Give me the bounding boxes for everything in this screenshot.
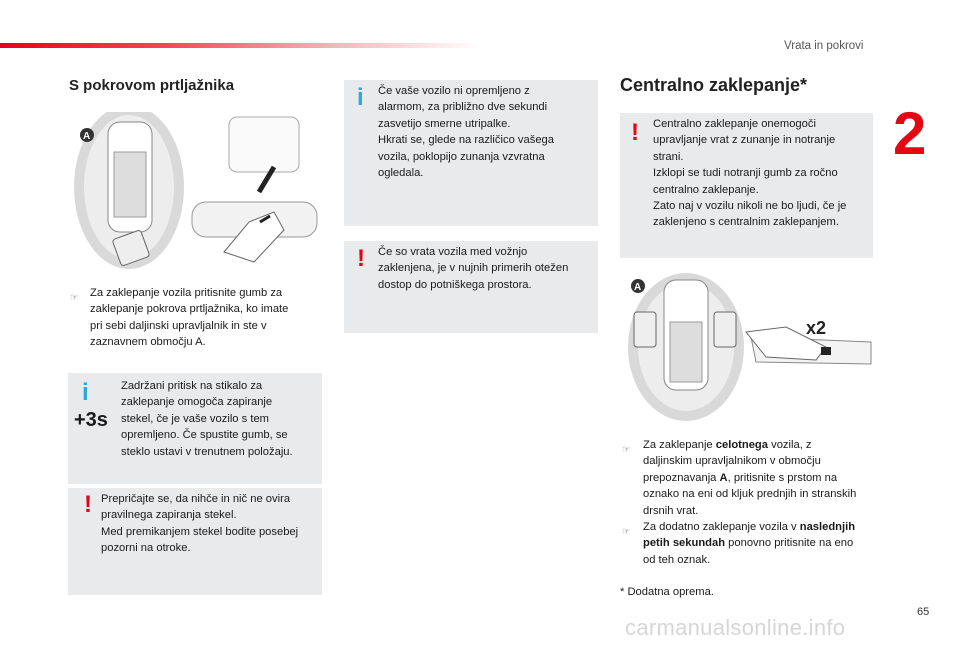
header-accent-bar [0, 43, 480, 48]
bullet-icon: ☞ [622, 444, 631, 454]
bullet-icon: ☞ [622, 526, 631, 536]
central-locking-instruction-1: Za zaklepanje celotnega vozila, z daljinskim upravljalnikom v območju prepoznavanja A, pritisnite s prstom na oznako na eni od kljuk prednjih in stranskih drsnih vrat. [643, 439, 857, 517]
info-box-windows: i +3s Zadržani pritisk na stikalo za zaklepanje omogoča zapiranje stekel, če je vaše vozilo s tem opremljeno. Če spustite gumb, se steklo ustavi v trenutnem položaju. [68, 373, 322, 484]
warning-box-windows: ! Prepričajte se, da nihče in nič ne ovira pravilnega zapiranja stekel. Med premikanjem stekel bodite posebej pozorni na otroke. [68, 488, 322, 595]
warning-icon: ! [84, 491, 92, 518]
hold-3s-badge: +3s [74, 409, 108, 431]
bullet-icon: ☞ [70, 292, 79, 302]
tailgate-instruction: Za zaklepanje vozila pritisnite gumb za zaklepanje pokrova prtljažnika, ko imate pri sebi daljinski upravljalnik in ste v zaznavnem območju A. [90, 287, 289, 349]
chapter-title: Vrata in pokrovi [784, 40, 864, 52]
watermark: carmanualsonline.info [625, 615, 846, 640]
warning-box-driving: ! Če so vrata vozila med vožnjo zaklenjena, je v nujnih primerih otežen dostop do potniškega prostora. [344, 241, 598, 333]
page-number: 65 [917, 606, 930, 618]
zone-label: A [83, 131, 91, 142]
chapter-number: 2 [893, 100, 927, 167]
central-locking-instruction-2: Za dodatno zaklepanje vozila v naslednjih petih sekundah ponovno pritisnite na eno od teh oznak. [643, 521, 856, 566]
section-title-tailgate: S pokrovom prtljažnika [69, 77, 235, 94]
tailgate-lock-illustration [74, 112, 324, 272]
zone-label: A [634, 282, 642, 293]
double-press-badge: x2 [806, 318, 827, 338]
warning-icon: ! [357, 245, 365, 272]
warning-icon: ! [631, 119, 639, 146]
central-locking-illustration [626, 272, 876, 422]
footnote: * Dodatna oprema. [620, 586, 714, 598]
info-icon: i [82, 379, 89, 406]
section-title-central-locking: Centralno zaklepanje* [620, 75, 808, 95]
warning-box-central-locking: ! Centralno zaklepanje onemogoči upravljanje vrat z zunanje in notranje strani. Izklopi se tudi notranji gumb za ročno centralno zaklepanje. Zato naj v vozilu nikoli ne bo ljudi, če je zaklenjeno s centralnim zaklepanjem. [620, 113, 873, 258]
info-box-indicators: i Če vaše vozilo ni opremljeno z alarmom, za približno dve sekundi zasvetijo smerne utripalke. Hkrati se, glede na različico vašega vozila, poklopijo zunanja vzvratna ogledala. [344, 80, 598, 226]
info-icon: i [357, 84, 364, 111]
